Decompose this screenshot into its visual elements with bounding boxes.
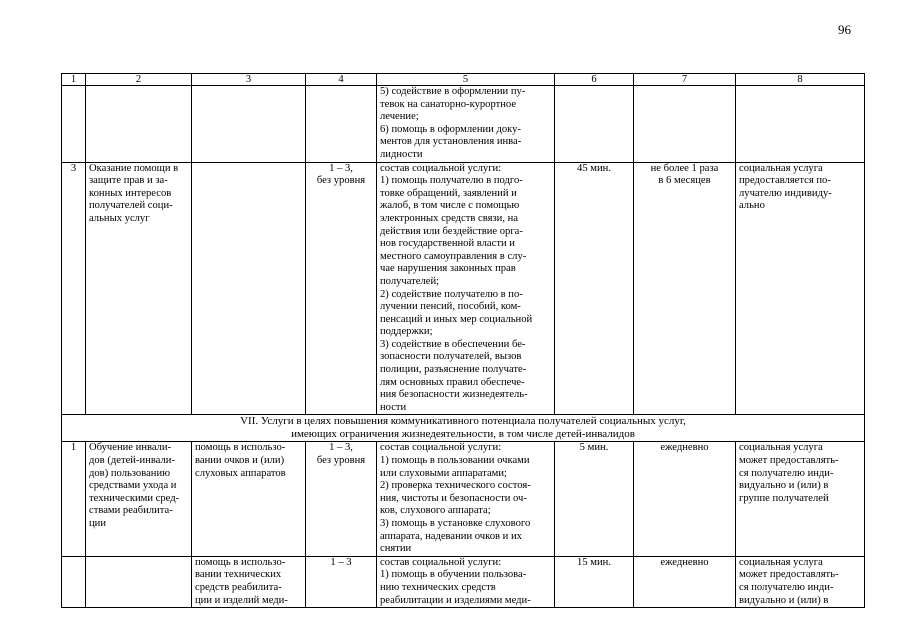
content-cell: 5) содействие в оформлении пу- тевок на санаторно-курортное лечение; 6) помощь в оформлении доку- ментов для установления инва- лидности: [377, 86, 555, 163]
time-cell: 5 мин.: [555, 442, 634, 556]
col-number: 4: [306, 74, 377, 86]
conditions-cell: социальная услуга может предоставлять- ся получателю инди- видуально и (или) в группе получателей: [736, 442, 865, 556]
conditions-cell: социальная услуга предоставляется по- лучателю индивиду- ально: [736, 162, 865, 415]
content-cell: состав социальной услуги: 1) помощь в обучении пользова- нию технических средств реабилитации и изделиями меди-: [377, 556, 555, 607]
frequency-cell: [634, 86, 736, 163]
section-heading: VII. Услуги в целях повышения коммуникативного потенциала получателей социальных услуг, имеющих ограничения жизнедеятельности, в том числе детей-инвалидов: [62, 415, 865, 442]
service-name-cell: Обучение инвали- дов (детей-инвали- дов) пользованию средствами ухода и техническими сред- ствами реабилита- ции: [86, 442, 192, 556]
col-number: 7: [634, 74, 736, 86]
time-cell: [555, 86, 634, 163]
table-row: [62, 442, 865, 556]
content-cell: состав социальной услуги: 1) помощь получателю в подго- товке обращений, заявлений и жалоб, в том числе с помощью электронных средств связи, на действия или бездействие орга- нов государственной власти и местного самоуправления в слу- чае нарушения законных прав получателей; 2) содействие получателю в по- лучении пенсий, пособий, ком- пенсаций и иных мер социальной поддержки; 3) содействие в обеспечении бе- зопасности получателей, вызов полиции, разъяснение получате- лям основных правил обеспече- ния безопасности жизнедеятель- ности: [377, 162, 555, 415]
level-cell: 1 – 3, без уровня: [306, 442, 377, 556]
frequency-cell: не более 1 раза в 6 месяцев: [634, 162, 736, 415]
row-number-cell: [62, 556, 86, 607]
level-cell: 1 – 3: [306, 556, 377, 607]
service-name-cell: Оказание помощи в защите прав и за- конных интересов получателей соци- альных услуг: [86, 162, 192, 415]
table-row: [62, 162, 865, 415]
section-heading-row: [62, 415, 865, 442]
col-number: 5: [377, 74, 555, 86]
service-name-cell: [86, 556, 192, 607]
row-number-cell: [62, 86, 86, 163]
row-number-cell: 1: [62, 442, 86, 556]
subservice-cell: [192, 86, 306, 163]
col-number: 6: [555, 74, 634, 86]
col-number: 1: [62, 74, 86, 86]
page-number: 96: [838, 22, 851, 37]
column-numbers-row: [62, 74, 865, 86]
frequency-cell: ежедневно: [634, 556, 736, 607]
conditions-cell: социальная услуга может предоставлять- ся получателю инди- видуально и (или) в: [736, 556, 865, 607]
table-row: [62, 86, 865, 163]
level-cell: [306, 86, 377, 163]
time-cell: 15 мин.: [555, 556, 634, 607]
conditions-cell: [736, 86, 865, 163]
subservice-cell: помощь в использо- вании технических средств реабилита- ции и изделий меди-: [192, 556, 306, 607]
content-cell: состав социальной услуги: 1) помощь в пользовании очками или слуховыми аппаратами; 2) проверка технического состоя- ния, чистоты и безопасности оч- ков, слухового аппарата; 3) помощь в установке слухового аппарата, надевании очков и их снятии: [377, 442, 555, 556]
col-number: 8: [736, 74, 865, 86]
col-number: 2: [86, 74, 192, 86]
services-table: [61, 73, 865, 608]
table-row: [62, 556, 865, 607]
subservice-cell: [192, 162, 306, 415]
level-cell: 1 – 3, без уровня: [306, 162, 377, 415]
col-number: 3: [192, 74, 306, 86]
frequency-cell: ежедневно: [634, 442, 736, 556]
time-cell: 45 мин.: [555, 162, 634, 415]
service-name-cell: [86, 86, 192, 163]
subservice-cell: помощь в использо- вании очков и (или) слуховых аппаратов: [192, 442, 306, 556]
row-number-cell: 3: [62, 162, 86, 415]
